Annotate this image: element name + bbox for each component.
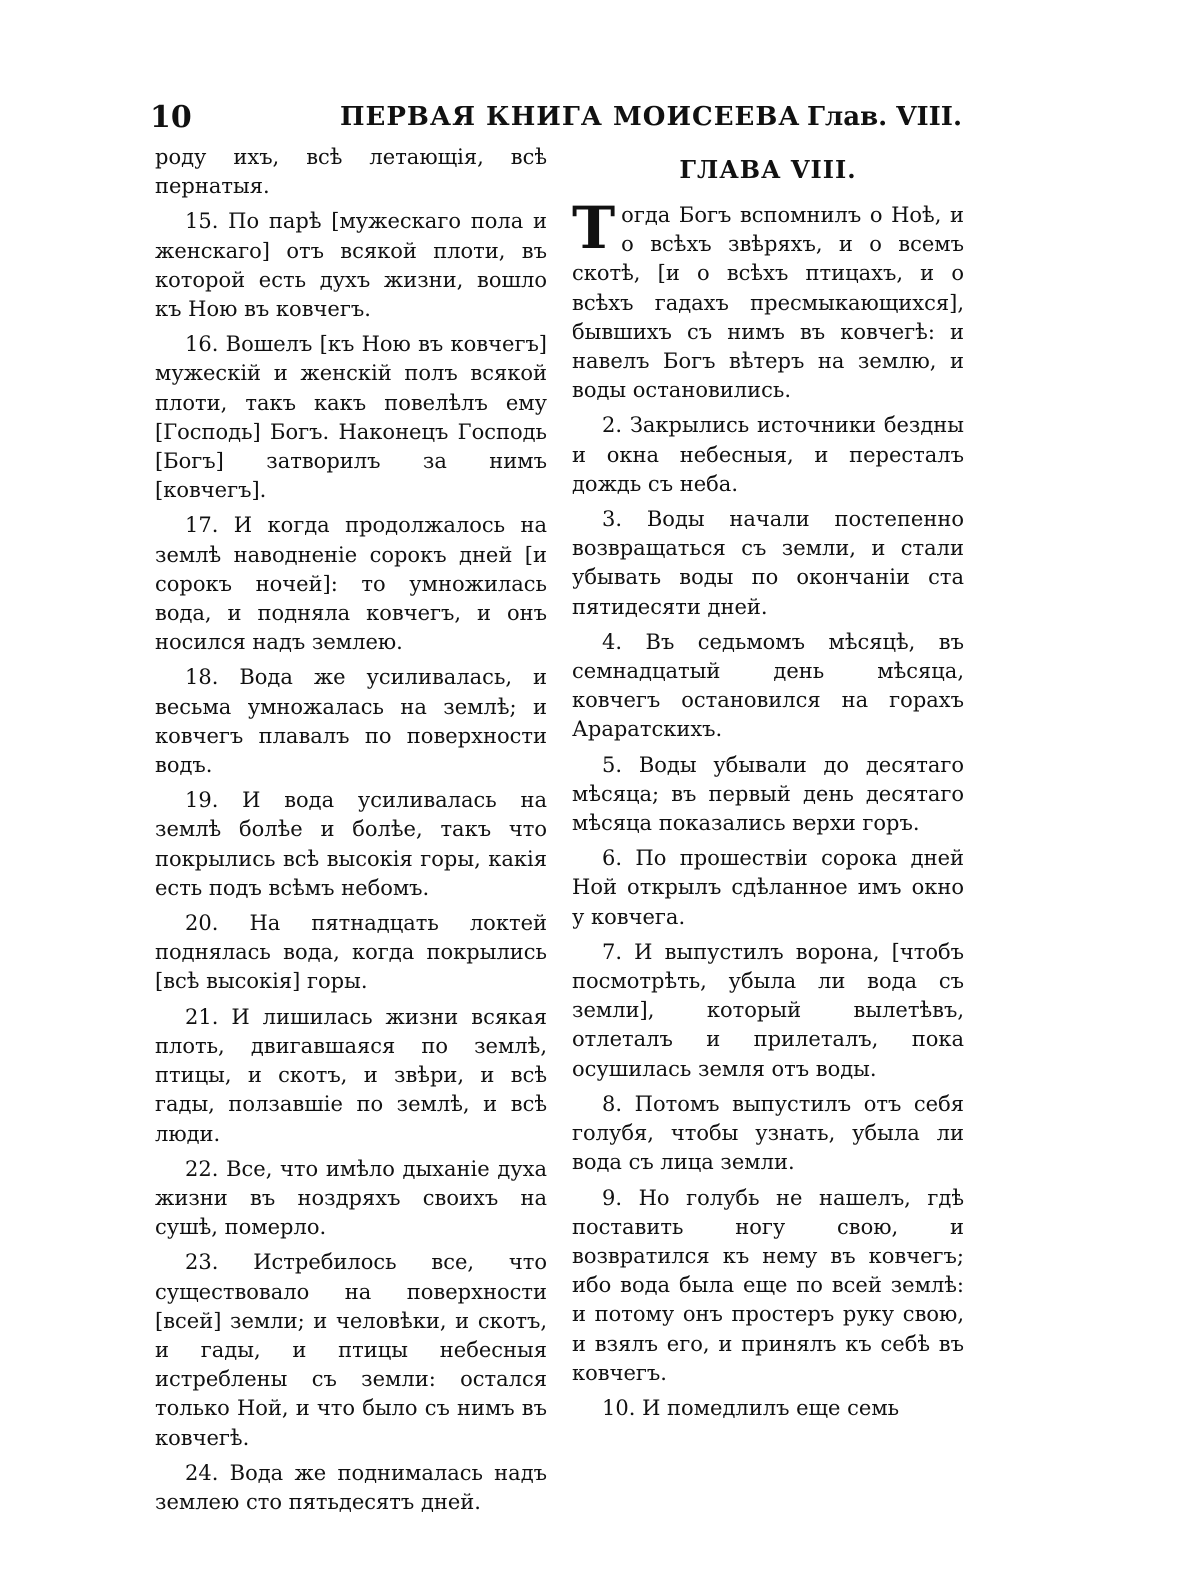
page-number: 10 [150,100,192,135]
verse-paragraph: 16. Вошелъ [къ Ною въ ковчегъ] мужескій и женскій полъ всякой плоти, такъ какъ повелѣлъ ему [Господь] Богъ. Наконецъ Господь [Богъ] затворилъ за нимъ [ковчегъ]. [155,332,547,503]
verse-paragraph: 17. И когда продолжалось на землѣ наводненіе сорокъ дней [и сорокъ ночей]: то умножилась вода, и подняла ковчегъ, и онъ носился надъ землею. [155,513,547,655]
verse-paragraph: 9. Но голубь не нашелъ, гдѣ поставить ногу свою, и возвратился къ нему въ ковчегъ; ибо вода была еще по всей землѣ: и потому онъ простеръ руку свою, и взялъ его, и принялъ къ себѣ въ ковчегъ. [572,1185,964,1385]
verse-paragraph: 15. По парѣ [мужескаго пола и женскаго] отъ всякой плоти, въ которой есть духъ жизни, вошло къ Ною въ ковчегъ. [155,209,547,322]
right-column [572,143,964,1423]
first-verse-text: огда Богъ вспомнилъ о Ноѣ, и о всѣхъ звѣряхъ, и о всемъ скотѣ, [и о всѣхъ птицахъ, и о всѣхъ гадахъ пресмыкающихся], бывшихъ съ нимъ въ ковчегѣ: и навелъ Богъ вѣтеръ на землю, и воды остановились. [572,203,964,403]
verse-paragraph: 20. На пятнадцать локтей поднялась вода, когда покрылись [всѣ высокія] горы. [155,911,547,994]
verse-paragraph: 6. По прошествіи сорока дней Ной открылъ сдѣланное имъ окно у ковчега. [572,846,964,929]
verse-paragraph: 3. Воды начали постепенно возвращаться съ земли, и стали убывать воды по окончаніи ста пятидесяти дней. [572,507,964,619]
verse-paragraph: 18. Вода же усиливалась, и весьма умножалась на землѣ; и ковчегъ плавалъ по поверхности водъ. [155,665,547,778]
verse-paragraph: 2. Закрылись источники бездны и окна небесныя, и пересталъ дождь съ неба. [572,413,964,496]
book-title: ПЕРВАЯ КНИГА МОИСЕЕВА [340,102,801,132]
verse-paragraph: роду ихъ, всѣ летающія, всѣ пернатыя. [155,145,547,199]
chapter-heading: ГЛАВА VIII. [679,155,857,184]
verse-paragraph: 21. И лишилась жизни всякая плоть, двигавшаяся по землѣ, птицы, и скотъ, и звѣри, и всѣ гады, ползавшіе по землѣ, и всѣ люди. [155,1004,547,1146]
verse-paragraph: 5. Воды убывали до десятаго мѣсяца; въ первый день десятаго мѣсяца показались верхи горъ. [572,752,964,836]
verse-paragraph: 4. Въ седьмомъ мѣсяцѣ, въ семнадцатый день мѣсяца, ковчегъ остановился на горахъ Араратскихъ. [572,629,964,742]
running-header [150,100,962,140]
verse-paragraph: 7. И выпустилъ ворона, [чтобъ посмотрѣть, убыла ли вода съ земли], который вылетѣвъ, отлеталъ и прилеталъ, пока осушилась земля отъ воды. [572,939,964,1081]
verse-paragraph: 22. Все, что имѣло дыханіе духа жизни въ ноздряхъ своихъ на сушѣ, померло. [155,1156,547,1240]
verse-paragraph: 19. И вода усиливалась на землѣ болѣе и болѣе, такъ что покрылись всѣ высокія горы, какія есть подъ всѣмъ небомъ. [155,788,547,900]
verse-paragraph: 24. Вода же поднималась надъ землею сто пятьдесятъ дней. [155,1460,547,1514]
chapter-reference: Глав. VIII. [806,102,962,132]
first-verse-paragraph [572,194,964,405]
left-column [155,143,547,1517]
drop-cap: Т [572,194,616,262]
verse-paragraph: 23. Истребилось все, что существовало на поверхности [всей] земли; и человѣки, и скотъ, и гады, и птицы небесныя истреблены съ земли: остался только Ной, и что было съ нимъ въ ковчегѣ. [155,1250,547,1450]
verse-paragraph: 8. Потомъ выпустилъ отъ себя голубя, чтобы узнать, убыла ли вода съ лица земли. [572,1091,964,1175]
verse-paragraph: 10. И помедлилъ еще семь [602,1395,900,1420]
